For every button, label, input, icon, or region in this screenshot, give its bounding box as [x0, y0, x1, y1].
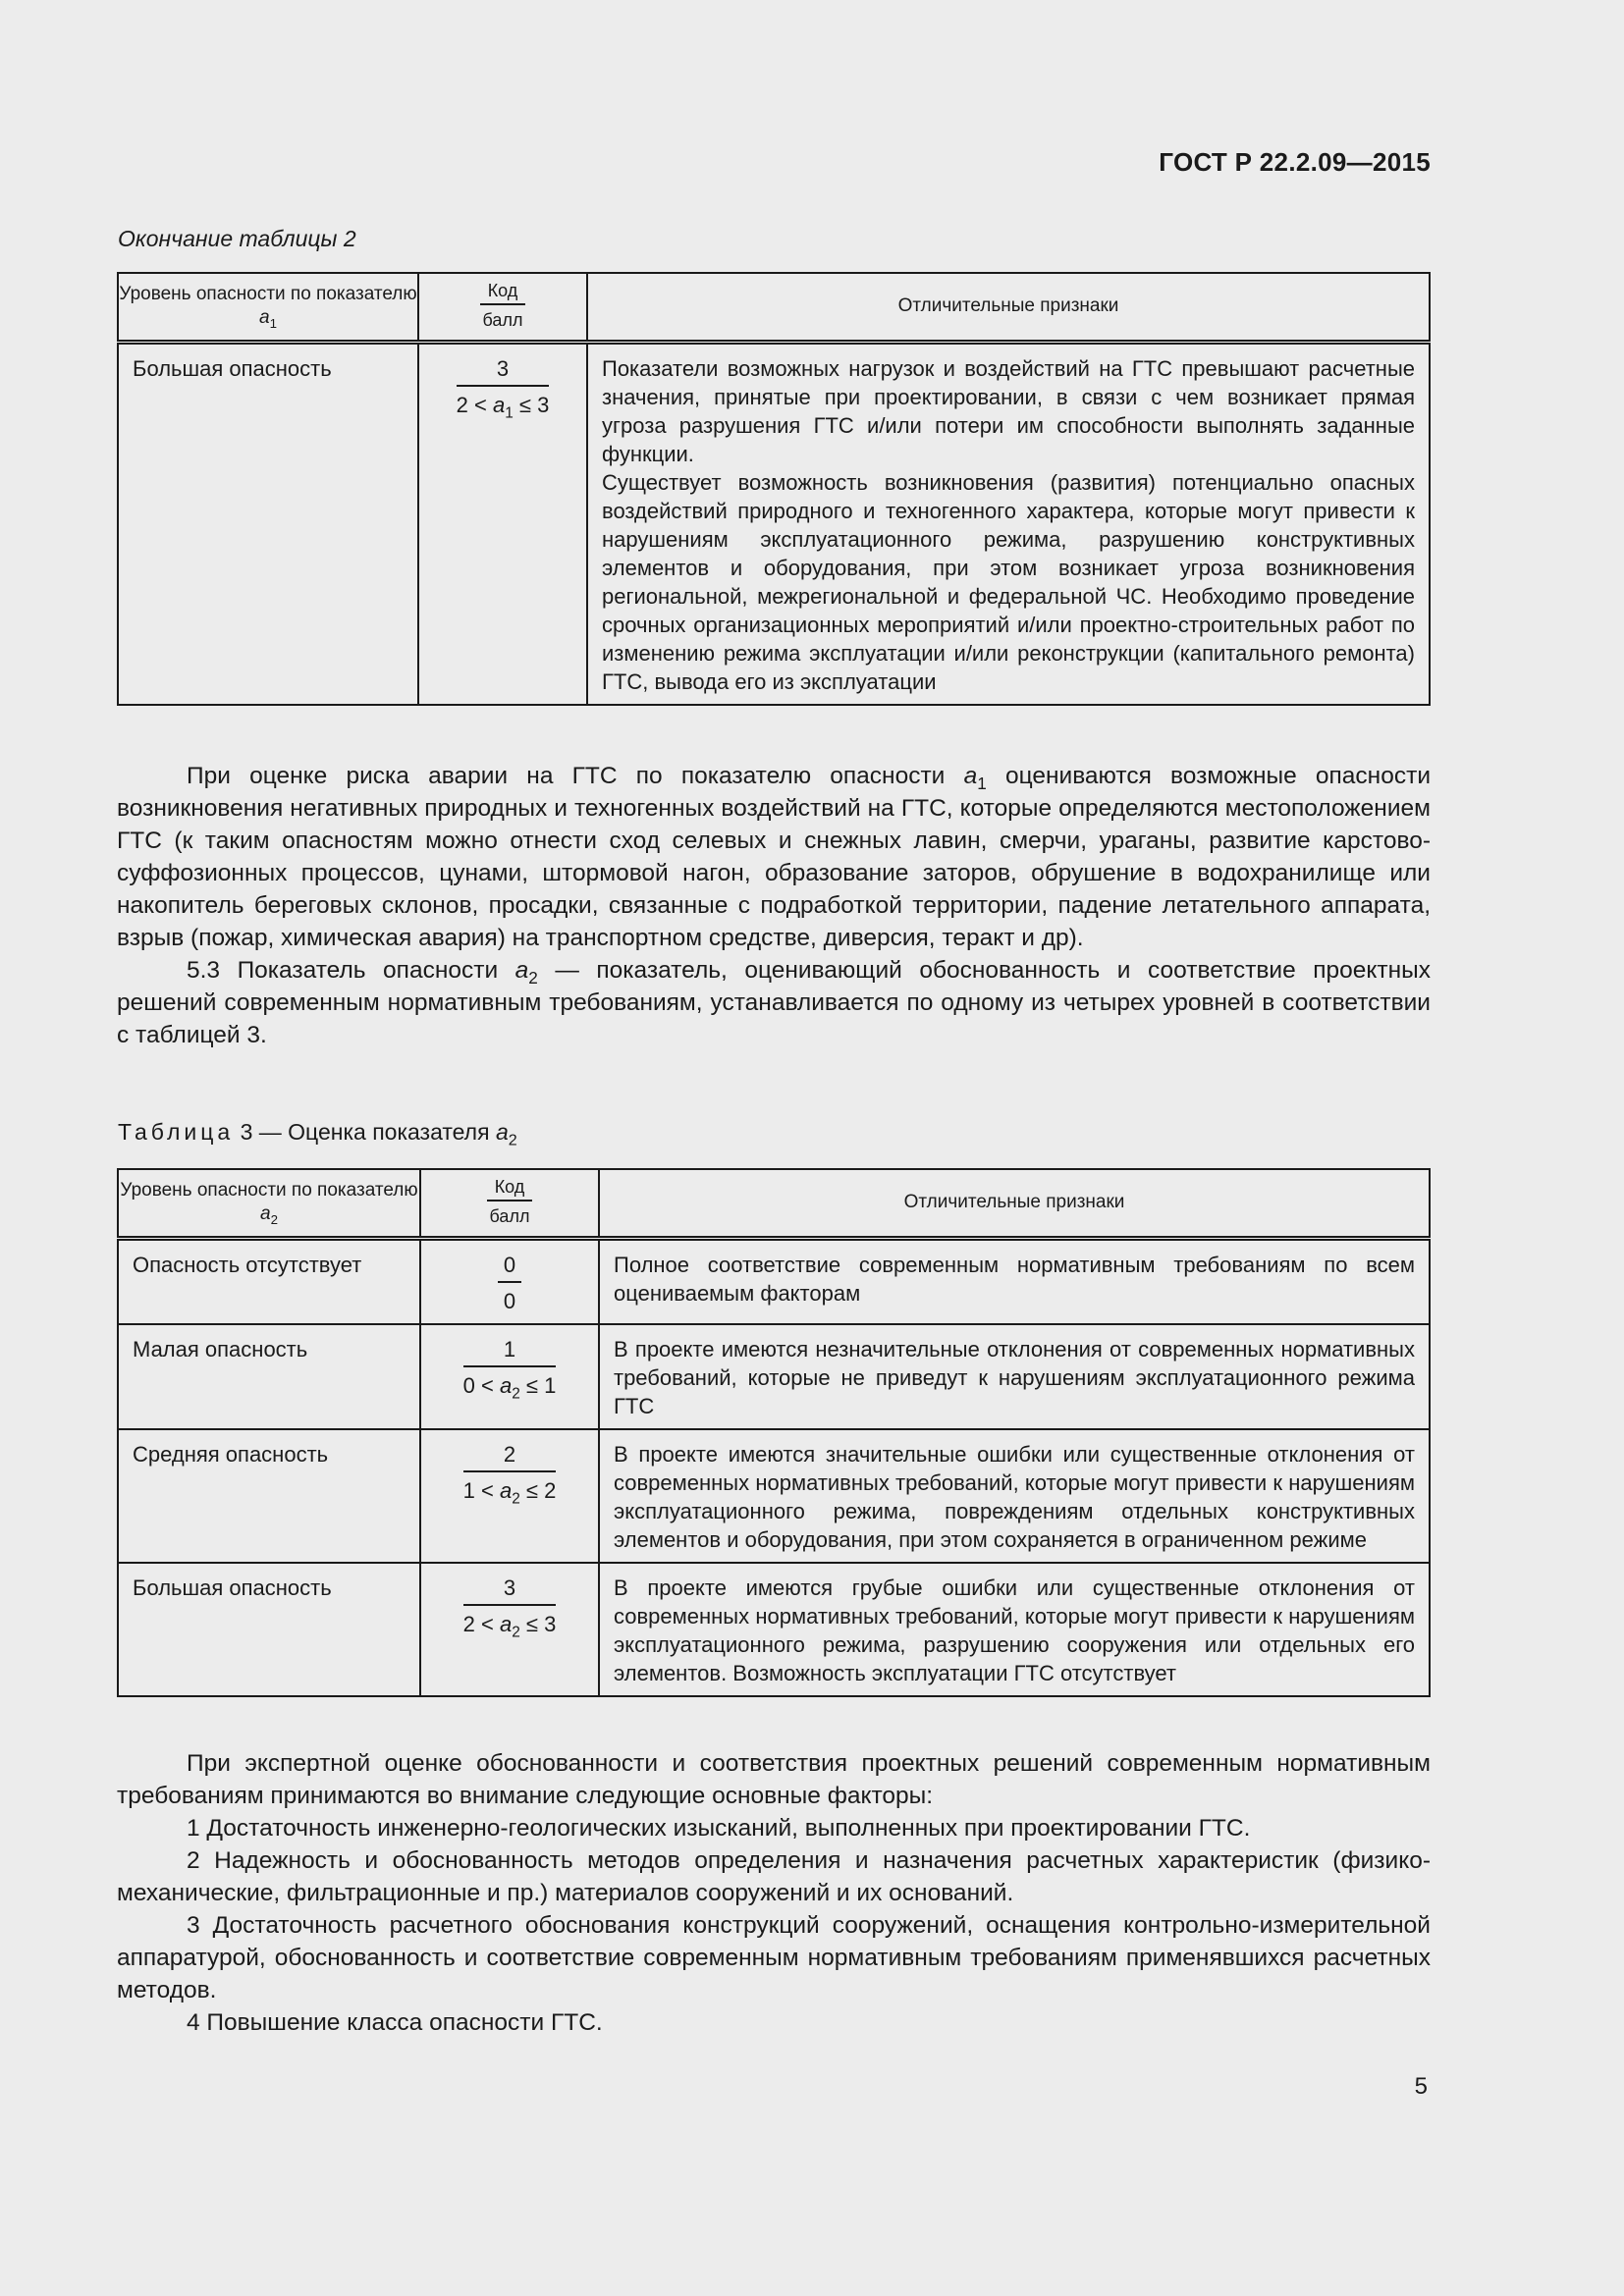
- table-row: [118, 1238, 1430, 1324]
- page-number: 5: [1414, 2073, 1428, 2100]
- paragraph: При экспертной оценке обоснованности и соответствия проектных решений современным нормативным требованиям принимаются во внимание следующие основные факторы:: [117, 1750, 1431, 1809]
- body-text-mid: [117, 760, 1431, 1051]
- description-cell: В проекте имеются незначительные отклонения от современных нормативных требований, которые не приведут к нарушениям эксплуатационного режима ГТС: [599, 1324, 1430, 1429]
- table-row: [118, 342, 1430, 705]
- table-row: [118, 1324, 1430, 1429]
- level-cell: Большая опасность: [118, 342, 418, 705]
- table-2: [117, 272, 1431, 706]
- description-cell: В проекте имеются значительные ошибки или существенные отклонения от современных нормативных требований, которые могут привести к нарушениям эксплуатационного режима, повреждениям отдельных конструктивных элементов и оборудования, при этом сохраняется в ограниченном режиме: [599, 1429, 1430, 1563]
- body-text-end: [117, 1747, 1431, 2039]
- col-code-header: $\frac{\text{Код}}{\text{балл}}$: [418, 273, 587, 342]
- level-cell: Опасность отсутствует: [118, 1238, 420, 1324]
- description-cell: В проекте имеются грубые ошибки или существенные отклонения от современных нормативных требований, которые могут привести к нарушениям эксплуатационного режима, разрушению сооружения или отдельных его элементов. Возможность эксплуатации ГТС отсутствует: [599, 1563, 1430, 1696]
- document-code: ГОСТ Р 22.2.09—2015: [1159, 147, 1431, 177]
- paragraph: 5.3 Показатель опасности $a_2$ — показатель, оценивающий обоснованность и соответствие проектных решений современным нормативным требованиям, устанавливается по одному из четырех уровней в соответствии с таблицей 3.: [117, 957, 1431, 1048]
- col-code-header: $\frac{\text{Код}}{\text{балл}}$: [420, 1169, 599, 1238]
- code-cell: $\frac{3}{2 < a_2 \le 3}$: [420, 1563, 599, 1696]
- paragraph: При оценке риска аварии на ГТС по показателю опасности $a_1$ оцениваются возможные опасности возникновения негативных природных и техногенных воздействий на ГТС, которые определяются местоположением ГТС (к таким опасностям можно отнести сход селевых и снежных лавин, смерчи, ураганы, развитие карстово-суффозионных процессов, цунами, штормовой нагон, образование заторов, обрушение в водохранилище или накопитель береговых склонов, просадки, связанные с подработкой территории, падение летательного аппарата, взрыв (пожар, химическая авария) на транспортном средстве, диверсия, теракт и др).: [117, 763, 1431, 951]
- code-cell: $\frac{0}{0}$: [420, 1238, 599, 1324]
- table-row: [118, 1563, 1430, 1696]
- level-cell: Средняя опасность: [118, 1429, 420, 1563]
- list-item: 4 Повышение класса опасности ГТС.: [187, 2009, 603, 2036]
- description-cell: Показатели возможных нагрузок и воздействий на ГТС превышают расчетные значения, принятые при проектировании, в связи с чем возникает прямая угроза разрушения ГТС и/или потери им способности выполнять заданные функции. Существует возможность возникновения (развития) потенциально опасных воздействий природного и техногенного характера, которые могут привести к нарушениям эксплуатационного режима, разрушению конструктивных элементов и оборудования, при этом возникает угроза возникновения региональной, межрегиональной и федеральной ЧС. Необходимо проведение срочных организационных мероприятий и/или проектно-строительных работ по изменению режима эксплуатации и/или реконструкции (капитального ремонта) ГТС, вывода его из эксплуатации: [587, 342, 1430, 705]
- table-3: [117, 1168, 1431, 1697]
- description-cell: Полное соответствие современным нормативным требованиям по всем оцениваемым факторам: [599, 1238, 1430, 1324]
- list-item: 1 Достаточность инженерно-геологических изысканий, выполненных при проектировании ГТС.: [187, 1815, 1251, 1842]
- level-cell: Малая опасность: [118, 1324, 420, 1429]
- list-item: 2 Надежность и обоснованность методов определения и назначения расчетных характеристик (физико-механические, фильтрационные и пр.) материалов сооружений и их оснований.: [117, 1847, 1431, 1906]
- col-level-header: Уровень опасности по показателю $a_2$: [118, 1169, 420, 1238]
- code-cell: $\frac{2}{1 < a_2 \le 2}$: [420, 1429, 599, 1563]
- col-features-header: Отличительные признаки: [599, 1169, 1430, 1238]
- table2-caption: Окончание таблицы 2: [118, 226, 356, 251]
- col-features-header: Отличительные признаки: [587, 273, 1430, 342]
- level-cell: Большая опасность: [118, 1563, 420, 1696]
- table3-caption: Таблица 3 — Оценка показателя $a_2$: [118, 1119, 517, 1149]
- table-row: [118, 1429, 1430, 1563]
- list-item: 3 Достаточность расчетного обоснования конструкций сооружений, оснащения контрольно-измерительной аппаратурой, обоснованность и соответствие современным нормативным требованиям применявшихся расчетных методов.: [117, 1912, 1431, 2003]
- col-level-header: Уровень опасности по показателю $a_1$: [118, 273, 418, 342]
- code-cell: $\frac{1}{0 < a_2 \le 1}$: [420, 1324, 599, 1429]
- code-cell: $\frac{3}{2 < a_1 \le 3}$: [418, 342, 587, 705]
